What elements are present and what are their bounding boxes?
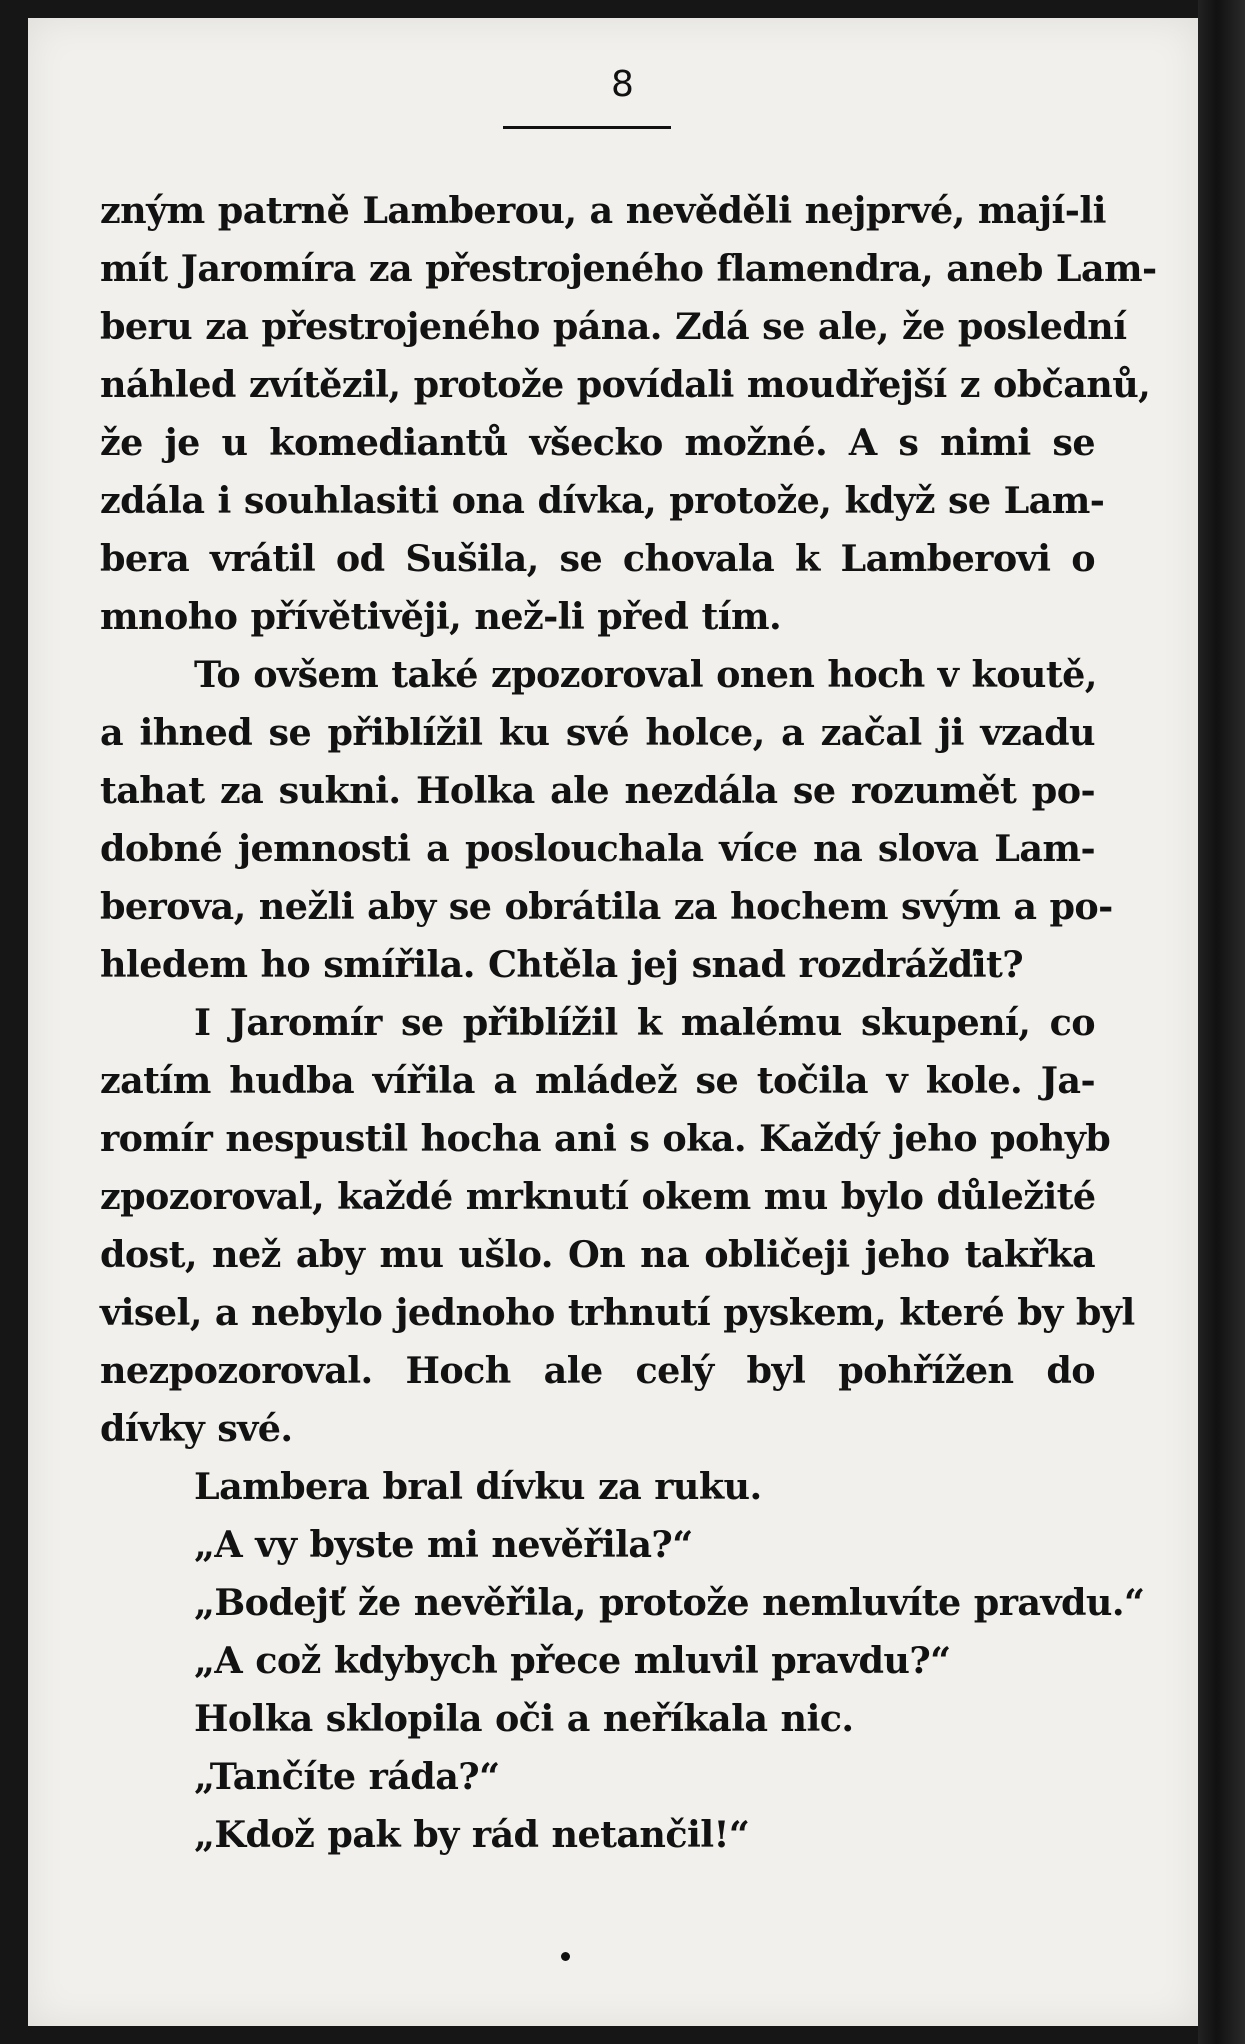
printer-mark-dot — [561, 1952, 570, 1961]
text-line: náhled zvítězil, protože povídali moudřejší z občanů, — [100, 363, 1151, 406]
text-line: mnoho přívětivěji, než-li před tím. — [100, 595, 782, 638]
dialogue-line: „A což kdybych přece mluvil pravdu?“ — [194, 1639, 951, 1682]
paragraph-start-line: I Jaromír se přiblížil k malému skupení, co — [194, 1001, 1095, 1044]
page-number-rule — [503, 126, 671, 129]
text-line: dost, než aby mu ušlo. On na obličeji jeho takřka — [100, 1233, 1095, 1276]
text-line: hledem ho smířila. Chtěla jej snad rozdrážďit? — [100, 943, 1024, 986]
text-line: nezpozoroval. Hoch ale celý byl pohřížen do — [100, 1349, 1095, 1392]
dialogue-line: „Kdož pak by rád netančil!“ — [194, 1813, 750, 1856]
text-line: beru za přestrojeného pána. Zdá se ale, že poslední — [100, 305, 1127, 348]
text-line: že je u komediantů všecko možné. A s nimi se — [100, 421, 1095, 464]
text-line: bera vrátil od Sušila, se chovala k Lamberovi o — [100, 537, 1095, 580]
paragraph-start-line: Lambera bral dívku za ruku. — [194, 1465, 762, 1508]
text-line: dobné jemnosti a poslouchala více na slova Lam- — [100, 827, 1095, 870]
dialogue-line: „A vy byste mi nevěřila?“ — [194, 1523, 693, 1566]
text-line: mít Jaromíra za přestrojeného flamendra, aneb Lam- — [100, 247, 1157, 290]
dialogue-line: „Tančíte ráda?“ — [194, 1755, 500, 1798]
text-line: zdála i souhlasiti ona dívka, protože, když se Lam- — [100, 479, 1105, 522]
text-line: visel, a nebylo jednoho trhnutí pyskem, které by byl — [100, 1291, 1135, 1334]
dialogue-line: „Bodejť že nevěřila, protože nemluvíte pravdu.“ — [194, 1581, 1145, 1624]
text-line: dívky své. — [100, 1407, 293, 1450]
text-line: zatím hudba vířila a mládež se točila v kole. Ja- — [100, 1059, 1095, 1102]
page-number: 8 — [611, 64, 634, 105]
text-line: zpozoroval, každé mrknutí okem mu bylo důležité — [100, 1175, 1096, 1218]
body-text — [100, 182, 1157, 1864]
page-edge-shadow — [1198, 0, 1245, 2044]
text-line: a ihned se přiblížil ku své holce, a začal ji vzadu — [100, 711, 1095, 754]
paragraph-start-line: To ovšem také zpozoroval onen hoch v koutě, — [194, 653, 1097, 696]
paragraph-start-line: Holka sklopila oči a neříkala nic. — [194, 1697, 854, 1740]
text-line: zným patrně Lamberou, a nevěděli nejprvé, mají-li — [100, 189, 1106, 232]
text-line: tahat za sukni. Holka ale nezdála se rozumět po- — [100, 769, 1095, 812]
text-line: romír nespustil hocha ani s oka. Každý jeho pohyb — [100, 1117, 1111, 1160]
text-line: berova, nežli aby se obrátila za hochem svým a po- — [100, 885, 1113, 928]
